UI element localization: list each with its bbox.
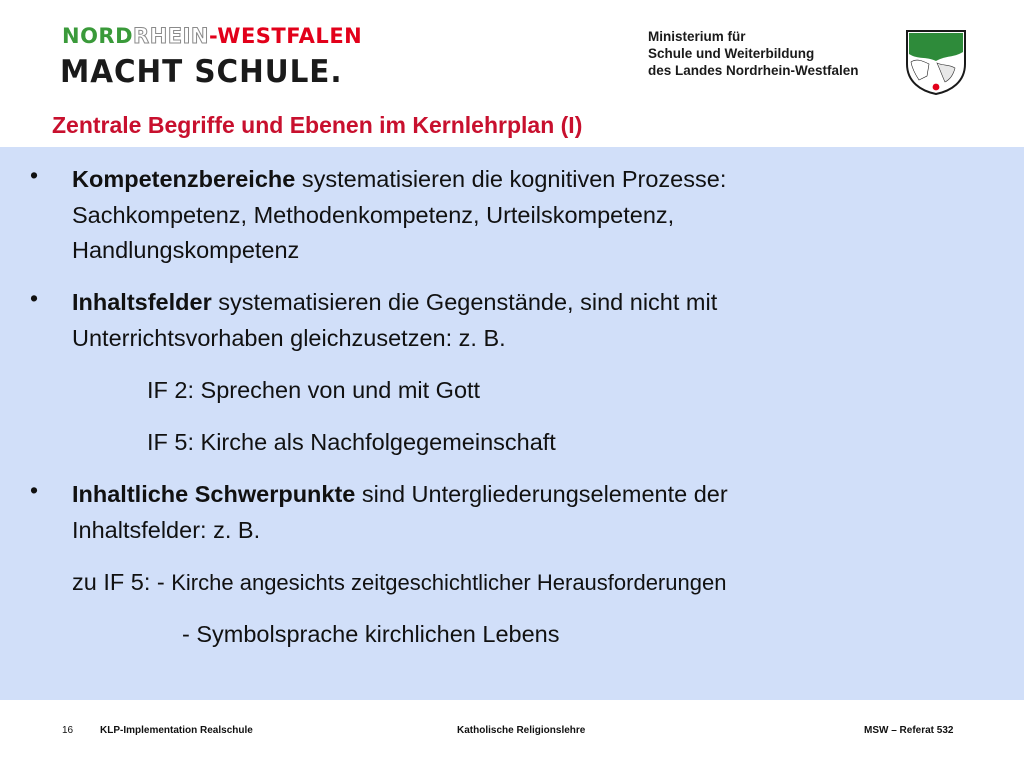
bullet-3-line-1 — [72, 477, 728, 511]
term-inhaltsfelder: Inhaltsfelder — [72, 289, 212, 315]
ministry-line-3: des Landes Nordrhein-Westfalen — [648, 63, 859, 78]
sub-point-1-text: Kirche angesichts zeitgeschichtlicher Herausforderungen — [171, 570, 727, 595]
sub-point-1-prefix: zu IF 5: - — [72, 569, 172, 595]
bullet-3-text: sind Untergliederungselemente der — [355, 481, 728, 507]
ministry-line-1: Ministerium für — [648, 29, 746, 44]
bullet-marker-1: • — [30, 162, 39, 188]
ministry-line-2: Schule und Weiterbildung — [648, 46, 815, 61]
logo-line1 — [62, 24, 362, 48]
bullet-1-line-2: Sachkompetenz, Methodenkompetenz, Urteilskompetenz, — [72, 202, 675, 228]
sub-point-1 — [72, 565, 726, 600]
footer-left: KLP-Implementation Realschule — [100, 725, 253, 736]
bullet-2-line-1 — [72, 285, 717, 319]
nrw-coat-of-arms-icon — [903, 28, 969, 96]
bullet-1-line-1 — [72, 162, 726, 196]
page-number: 16 — [62, 725, 74, 736]
footer-right: MSW – Referat 532 — [864, 725, 954, 736]
bullet-marker-2: • — [30, 285, 39, 311]
term-kompetenzbereiche: Kompetenzbereiche — [72, 166, 296, 192]
example-if5: IF 5: Kirche als Nachfolgegemeinschaft — [147, 429, 556, 455]
bullet-2-text: systematisieren die Gegenstände, sind nicht mit — [211, 289, 718, 315]
logo-line2: MACHT SCHULE. — [60, 54, 343, 90]
bullet-1-line-3: Handlungskompetenz — [72, 237, 300, 263]
footer-center: Katholische Religionslehre — [457, 725, 586, 736]
logo-word-westfalen: -WESTFALEN — [209, 24, 363, 48]
logo-word-nord: NORD — [62, 24, 134, 48]
bullet-3-line-2: Inhaltsfelder: z. B. — [72, 517, 261, 543]
example-if2: IF 2: Sprechen von und mit Gott — [147, 377, 481, 403]
sub-point-2: - Symbolsprache kirchlichen Lebens — [182, 621, 560, 647]
bullet-marker-3: • — [30, 477, 39, 503]
logo-word-rhein: RHEIN — [133, 24, 210, 48]
nrw-macht-schule-logo — [60, 20, 363, 90]
bullet-1-text: systematisieren die kognitiven Prozesse: — [295, 166, 727, 192]
term-inhaltliche-schwerpunkte: Inhaltliche Schwerpunkte — [72, 481, 356, 507]
bullet-2-line-2: Unterrichtsvorhaben gleichzusetzen: z. B. — [72, 325, 506, 351]
slide-title: Zentrale Begriffe und Ebenen im Kernlehrplan (I) — [52, 112, 583, 138]
ministry-name — [648, 28, 888, 79]
